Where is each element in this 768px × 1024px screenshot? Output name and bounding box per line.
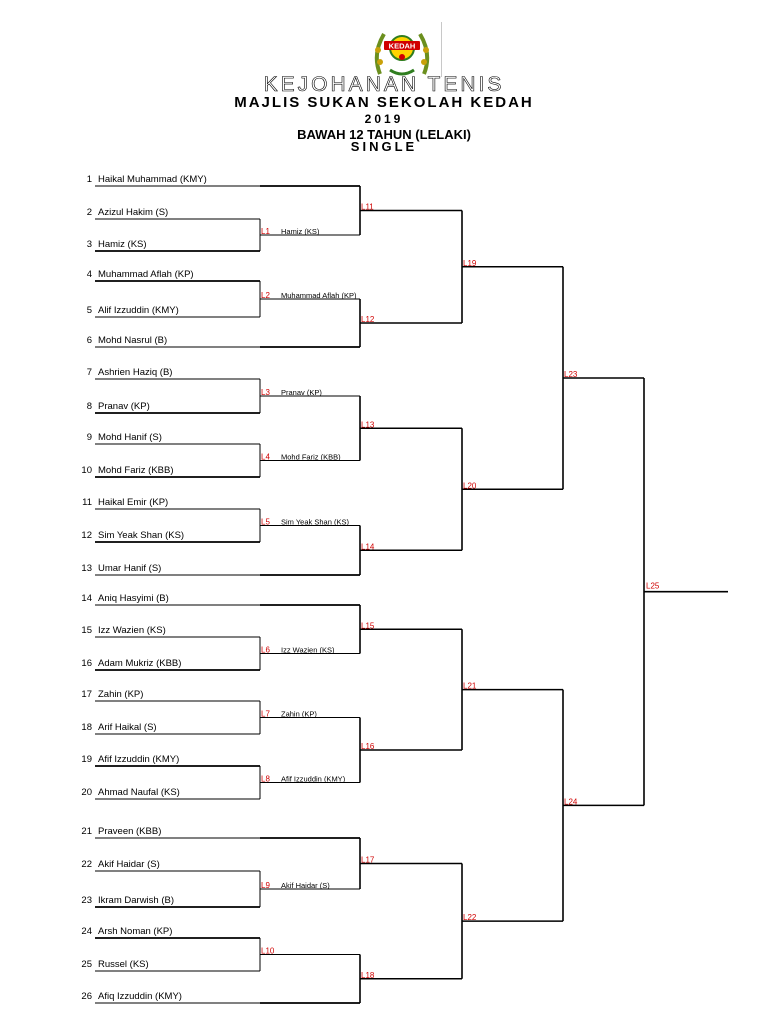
player-seed: 20	[81, 787, 92, 798]
player-seed: 6	[86, 335, 92, 346]
player-name: Hamiz (KS)	[98, 239, 147, 250]
player-name: Praveen (KBB)	[98, 826, 162, 837]
player-name: Pranav (KP)	[98, 401, 150, 412]
match-label: L12	[361, 315, 375, 324]
player-name: Sim Yeak Shan (KS)	[98, 530, 185, 541]
player-seed: 3	[86, 239, 92, 250]
match-label: L20	[463, 481, 477, 491]
winner-name: Zahin (KP)	[281, 709, 317, 719]
match-label: L18	[361, 970, 375, 980]
player-seed: 23	[81, 895, 92, 906]
player-seed: 15	[81, 625, 92, 636]
match-label: L13	[361, 420, 375, 430]
tournament-title: KEJOHANAN TENIS	[263, 73, 505, 96]
category-label: BAWAH 12 TAHUN (LELAKI)	[297, 127, 471, 142]
player-name: Ashrien Haziq (B)	[98, 367, 173, 378]
player-name: Afif Izzuddin (KMY)	[98, 754, 180, 765]
year-label: 2019	[364, 112, 404, 126]
player-seed: 25	[81, 959, 92, 970]
player-seed: 12	[81, 530, 92, 541]
winner-name: Muhammad Aflah (KP)	[281, 291, 357, 300]
match-label: L1	[261, 227, 270, 236]
match-label: L7	[261, 709, 270, 719]
winner-name: Mohd Fariz (KBB)	[281, 452, 341, 462]
player-name: Arif Haikal (S)	[98, 722, 157, 733]
player-seed: 22	[81, 859, 92, 870]
match-label: L2	[261, 291, 270, 300]
player-seed: 9	[86, 432, 92, 443]
winner-name: Izz Wazien (KS)	[281, 645, 335, 655]
player-name: Zahin (KP)	[98, 689, 144, 700]
player-seed: 18	[81, 722, 92, 733]
player-seed: 1	[86, 174, 92, 185]
player-name: Ahmad Naufal (KS)	[98, 787, 180, 798]
player-seed: 19	[81, 754, 92, 765]
player-name: Mohd Fariz (KBB)	[98, 465, 174, 476]
player-seed: 14	[81, 593, 92, 604]
player-name: Mohd Nasrul (B)	[98, 335, 168, 346]
player-seed: 26	[81, 991, 92, 1002]
player-name: Muhammad Aflah (KP)	[98, 269, 194, 280]
winner-name: Pranav (KP)	[281, 388, 322, 397]
player-seed: 4	[86, 269, 92, 280]
player-seed: 24	[81, 926, 92, 937]
player-name: Umar Hanif (S)	[98, 563, 162, 574]
player-seed: 13	[81, 563, 92, 574]
match-label: L15	[361, 621, 375, 631]
match-label: L10	[261, 946, 275, 956]
player-name: Alif Izzuddin (KMY)	[98, 305, 179, 316]
player-name: Aniq Hasyimi (B)	[98, 593, 169, 604]
winner-name: Hamiz (KS)	[281, 227, 320, 236]
final-match-label: L25	[646, 581, 660, 591]
player-name: Ikram Darwish (B)	[98, 895, 175, 906]
player-name: Arsh Noman (KP)	[98, 926, 173, 937]
player-seed: 8	[86, 401, 92, 412]
player-seed: 10	[81, 465, 92, 476]
match-label: L17	[361, 855, 375, 865]
player-name: Mohd Hanif (S)	[98, 432, 162, 443]
event-label: SINGLE	[350, 139, 418, 154]
player-name: Akif Haidar (S)	[98, 859, 160, 870]
match-label: L5	[261, 517, 270, 527]
match-label: L4	[261, 452, 270, 462]
match-label: L19	[463, 258, 477, 268]
winner-name: Afif Izzuddin (KMY)	[281, 774, 346, 784]
winner-name: Sim Yeak Shan (KS)	[281, 517, 349, 527]
player-seed: 17	[81, 689, 92, 700]
match-label: L11	[361, 202, 374, 212]
player-name: Russel (KS)	[98, 959, 149, 970]
winner-name: Akif Haidar (S)	[281, 881, 330, 890]
player-name: Afiq Izzuddin (KMY)	[98, 991, 182, 1002]
match-label: L16	[361, 742, 375, 751]
player-name: Haikal Muhammad (KMY)	[98, 174, 207, 185]
player-seed: 5	[86, 305, 92, 316]
player-seed: 11	[82, 497, 92, 508]
match-label: L9	[261, 881, 270, 890]
player-name: Adam Mukriz (KBB)	[98, 658, 182, 669]
player-seed: 2	[86, 207, 92, 218]
match-label: L3	[261, 388, 270, 397]
player-name: Izz Wazien (KS)	[98, 625, 166, 636]
match-label: L23	[564, 370, 578, 379]
player-seed: 21	[81, 826, 92, 837]
match-label: L22	[463, 913, 477, 923]
match-label: L6	[261, 645, 270, 655]
logo-text: KEDAH	[388, 41, 416, 51]
match-label: L24	[564, 797, 578, 807]
organizer-title: MAJLIS SUKAN SEKOLAH KEDAH	[234, 94, 534, 111]
player-name: Haikal Emir (KP)	[98, 497, 169, 508]
match-label: L21	[463, 681, 477, 691]
match-label: L8	[261, 774, 270, 784]
match-label: L14	[361, 542, 375, 552]
player-seed: 16	[81, 658, 92, 669]
player-name: Azizul Hakim (S)	[98, 207, 169, 218]
player-seed: 7	[86, 367, 92, 378]
